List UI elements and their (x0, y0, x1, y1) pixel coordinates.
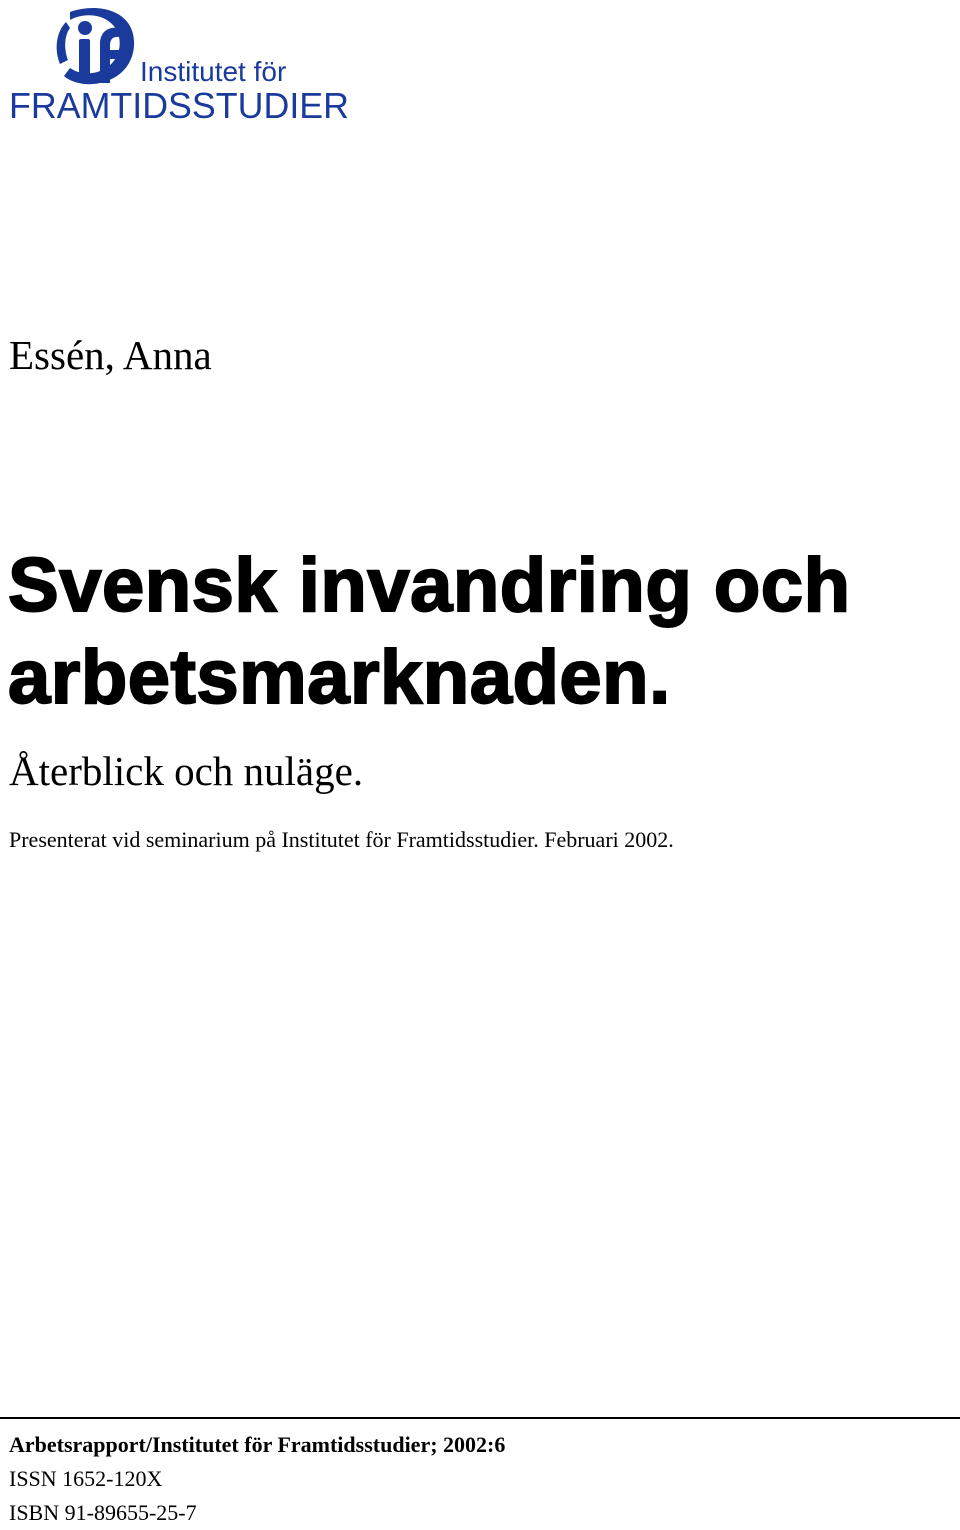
institute-logo (8, 4, 353, 122)
author-name: Essén, Anna (9, 332, 212, 378)
document-subtitle: Återblick och nuläge. (9, 748, 364, 794)
isbn-number: ISBN 91-89655-25-7 (9, 1500, 197, 1525)
iff-monogram-icon (57, 8, 134, 84)
logo-line2: FRAMTIDSSTUDIER (9, 85, 349, 122)
logo-graphic (8, 4, 353, 122)
logo-line1: Institutet för (140, 56, 287, 87)
report-series: Arbetsrapport/Institutet för Framtidsstudier; 2002:6 (9, 1432, 506, 1457)
document-title (8, 540, 851, 724)
issn-number: ISSN 1652-120X (9, 1466, 163, 1491)
title-line-1: Svensk invandring och (8, 543, 851, 628)
title-line-2: arbetsmarknaden. (8, 635, 671, 720)
footer-divider (0, 1417, 960, 1419)
presentation-note: Presenterat vid seminarium på Institutet för Framtidsstudier. Februari 2002. (9, 827, 674, 852)
publication-info (9, 1428, 505, 1530)
